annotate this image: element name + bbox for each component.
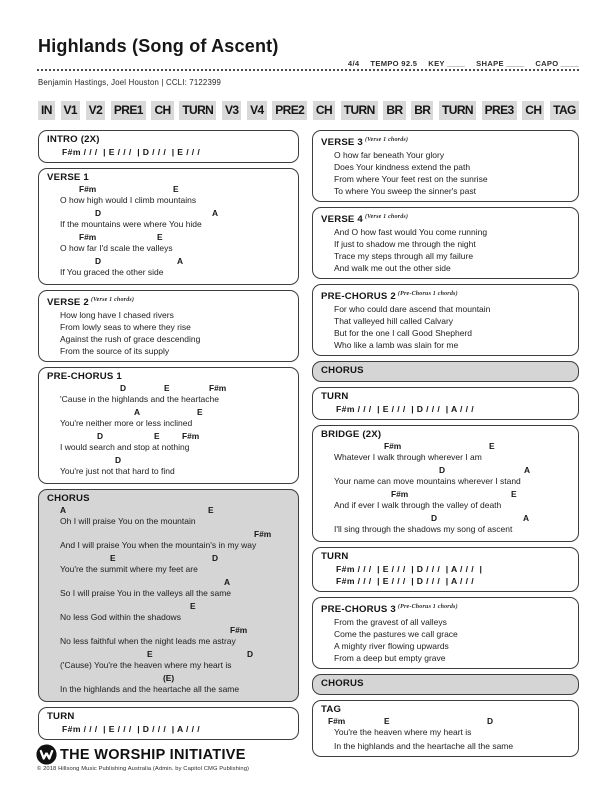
chord-row [60, 505, 290, 515]
lyric-line: In the highlands and the heartache all the same [334, 741, 514, 751]
chord-lyric-pair [60, 184, 290, 206]
chord: F#m [391, 489, 409, 499]
chord: F#m [254, 529, 272, 539]
lyric-line: Against the rush of grace descending [60, 334, 201, 344]
section-turn [312, 547, 579, 592]
section-tag-turn: TURN [341, 101, 378, 120]
section-title: INTRO (2X) [47, 134, 100, 145]
chord: E [110, 553, 116, 563]
section-tag-ch: CH [151, 101, 173, 120]
chord-lyric-pair [60, 601, 290, 623]
lyric-line: Whatever I walk through wherever I am [334, 452, 482, 462]
chord: A [524, 465, 531, 475]
chord-lyric-pair [60, 553, 290, 575]
section-tag-v2: V2 [86, 101, 105, 120]
chord-row [60, 649, 290, 659]
chord-progression-line: F#m / / / | E / / / | D / / / | A / / / [336, 404, 474, 414]
section-tag-v1: V1 [61, 101, 80, 120]
chord-row [60, 256, 290, 266]
chord: D [247, 649, 254, 659]
lyric-line: You're just not that hard to find [60, 466, 175, 476]
lyric-line: Oh I will praise You on the mountain [60, 516, 196, 526]
worship-initiative-logo-icon [36, 744, 57, 765]
chord: D [115, 455, 122, 465]
chord-row [60, 601, 290, 611]
chord: (E) [163, 673, 175, 683]
section-lines [321, 149, 570, 197]
chord: E [173, 184, 179, 194]
lyric-line: If just to shadow me through the night [334, 239, 476, 249]
chord-progression-line: F#m / / / | E / / / | D / / / | A / / / [336, 576, 474, 586]
chord-row [60, 208, 290, 218]
lyric-line: And O how fast would You come running [334, 227, 488, 237]
section-title: CHORUS [321, 678, 364, 689]
chord: E [164, 383, 170, 393]
lyric-line: O how far I'd scale the valleys [60, 243, 173, 253]
chord-lyric-pair [60, 505, 290, 527]
chord: D [431, 513, 438, 523]
section-title: CHORUS [321, 365, 364, 376]
section-note: (Pre-Chorus 1 chords) [397, 604, 458, 610]
chord: D [439, 465, 446, 475]
section-lines [47, 505, 290, 695]
section-verse-4 [312, 207, 579, 279]
section-lines [47, 184, 290, 278]
chord-lyric-pair [334, 465, 570, 487]
lyric-line: And if ever I walk through the valley of death [334, 500, 502, 510]
section-verse-1 [38, 168, 299, 285]
lyric-line: From lowly seas to where they rise [60, 322, 191, 332]
lyric-line: 'Cause in the highlands and the heartache [60, 394, 219, 404]
section-lines [321, 403, 570, 415]
section-tag [312, 700, 579, 757]
song-meta-line [348, 59, 579, 68]
lyric-line: For who could dare ascend that mountain [334, 304, 491, 314]
section-pre-chorus-2 [312, 284, 579, 356]
chord-lyric-pair [60, 625, 290, 647]
chord-lyric-pair [60, 407, 290, 429]
meta-item: SHAPE ____ [476, 59, 525, 68]
section-title: TAG [321, 704, 342, 715]
section-title: BRIDGE (2X) [321, 429, 382, 440]
chord-progression-line: F#m / / / | E / / / | D / / / | E / / / [62, 147, 201, 157]
section-lines [47, 723, 290, 735]
section-bridge-2x [312, 425, 579, 542]
right-column [312, 130, 579, 762]
chord-row [334, 513, 570, 523]
chord: F#m [328, 716, 346, 726]
lyric-line: You're neither more or less inclined [60, 418, 193, 428]
section-tag-in: IN [38, 101, 55, 120]
lyric-line: In the highlands and the heartache all the same [60, 684, 240, 694]
lyric-line: No less faithful when the night leads me astray [60, 636, 236, 646]
section-title: CHORUS [47, 493, 90, 504]
copyright-line: © 2018 Hillsong Music Publishing Australia (Admin. by Capitol CMG Publishing) [37, 766, 250, 772]
lyric-line: Who like a lamb was slain for me [334, 340, 459, 350]
chord-row [60, 553, 290, 563]
chord: E [157, 232, 163, 242]
lyric-line: From the source of its supply [60, 346, 170, 356]
meta-item: 4/4 [347, 59, 360, 68]
chord-lyric-pair [60, 455, 290, 477]
lyric-line: So I will praise You in the valleys all the same [60, 588, 232, 598]
section-title: TURN [321, 391, 349, 402]
lyric-line: If the mountains were where You hide [60, 219, 202, 229]
section-tag-ch: CH [522, 101, 544, 120]
footer [36, 744, 249, 772]
section-tag-turn: TURN [439, 101, 476, 120]
chord: F#m [79, 232, 97, 242]
section-tag-v4: V4 [247, 101, 266, 120]
section-chorus [38, 489, 299, 702]
chord-lyric-pair [60, 383, 290, 405]
page-title: Highlands (Song of Ascent) [38, 36, 279, 56]
section-verse-3 [312, 130, 579, 202]
chord-row [334, 465, 570, 475]
authors-ccli-line: Benjamin Hastings, Joel Houston | CCLI: 7122399 [38, 78, 222, 87]
chord: F#m [182, 431, 200, 441]
chord-lyric-pair [60, 529, 290, 551]
section-title: PRE-CHORUS 3 $^{(Pre-Chorus 1 chords)}$ [321, 604, 458, 615]
chord: D [95, 256, 102, 266]
section-turn [312, 387, 579, 420]
chord: A [212, 208, 219, 218]
chord-row [60, 529, 290, 539]
section-title: PRE-CHORUS 1 [47, 371, 122, 382]
chord-row [60, 431, 290, 441]
lyric-line: You're the summit where my feet are [60, 564, 198, 574]
chord-row [60, 455, 290, 465]
section-tag-v3: V3 [222, 101, 241, 120]
chord-row [334, 489, 570, 499]
section-title: PRE-CHORUS 2 $^{(Pre-Chorus 1 chords)}$ [321, 291, 458, 302]
chord: E [511, 489, 517, 499]
section-turn [38, 707, 299, 740]
brand-row [36, 744, 249, 765]
chord-row [60, 184, 290, 194]
lyric-line: Come the pastures we call grace [334, 629, 458, 639]
lyric-line: ('Cause) You're the heaven where my heart is [60, 660, 232, 670]
chord-lyric-pair [60, 673, 290, 695]
chord-lyric-pair [334, 513, 570, 535]
section-tag-pre3: PRE3 [482, 101, 517, 120]
chord: D [487, 716, 494, 726]
meta-item: CAPO ____ [535, 59, 579, 68]
chord: E [190, 601, 196, 611]
lyric-line: To where You sweep the sinner's past [334, 186, 476, 196]
section-title: VERSE 2 $^{(Verse 1 chords)}$ [47, 297, 135, 308]
section-tag-br: BR [411, 101, 433, 120]
section-tag-pre1: PRE1 [111, 101, 146, 120]
chord: F#m [384, 441, 402, 451]
chord-row [60, 577, 290, 587]
section-title: VERSE 4 $^{(Verse 1 chords)}$ [321, 214, 409, 225]
section-note: (Pre-Chorus 1 chords) [397, 291, 458, 297]
chord-row [328, 716, 570, 726]
section-lines [321, 716, 570, 752]
section-tag-pre2: PRE2 [272, 101, 307, 120]
lyric-line: And walk me out the other side [334, 263, 451, 273]
chord: A [60, 505, 67, 515]
section-tag-ch: CH [313, 101, 335, 120]
section-title: VERSE 3 $^{(Verse 1 chords)}$ [321, 137, 409, 148]
section-note: (Verse 1 chords) [364, 137, 409, 143]
chord-lyric-pair [60, 256, 290, 278]
lyric-line: But for the one I call Good Shepherd [334, 328, 472, 338]
chord: E [208, 505, 214, 515]
chord: D [97, 431, 104, 441]
chord: F#m [209, 383, 227, 393]
chord-row [60, 232, 290, 242]
section-lines [321, 303, 570, 351]
section-tag-row [38, 101, 579, 120]
section-title: TURN [321, 551, 349, 562]
section-title: VERSE 1 [47, 172, 89, 183]
chord: F#m [230, 625, 248, 635]
chord-lyric-pair [334, 441, 570, 463]
chord: A [177, 256, 184, 266]
section-lines [321, 226, 570, 274]
chord-lyric-pair [334, 489, 570, 511]
chord: E [384, 716, 390, 726]
meta-item: TEMPO 92.5 [370, 59, 418, 68]
section-pre-chorus-3 [312, 597, 579, 669]
lyric-line: That valleyed hill called Calvary [334, 316, 454, 326]
chord-lyric-pair [60, 649, 290, 671]
chord: E [147, 649, 153, 659]
section-lines [47, 146, 290, 158]
chord-progression-line: F#m / / / | E / / / | D / / / | A / / / | [336, 564, 483, 574]
left-column [38, 130, 299, 745]
section-tag-br: BR [383, 101, 405, 120]
section-tag-turn: TURN [179, 101, 216, 120]
lyric-line: How long have I chased rivers [60, 310, 174, 320]
lyric-line: Trace my steps through all my failure [334, 251, 474, 261]
chord: E [154, 431, 160, 441]
chord: A [134, 407, 141, 417]
chord: F#m [79, 184, 97, 194]
section-note: (Verse 1 chords) [90, 297, 135, 303]
lyric-line: You're the heaven where my heart is [334, 727, 472, 737]
meta-item: KEY ____ [428, 59, 466, 68]
chord-lyric-pair [60, 208, 290, 230]
lyric-line: And I will praise You when the mountain's in my way [60, 540, 257, 550]
chord-lyric-pair [328, 716, 570, 738]
chord-row [60, 625, 290, 635]
lyric-line: From where Your feet rest on the sunrise [334, 174, 488, 184]
lyric-line: No less God within the shadows [60, 612, 181, 622]
chord-row [60, 383, 290, 393]
lyric-line: Your name can move mountains wherever I stand [334, 476, 521, 486]
section-lines [47, 309, 290, 357]
section-chorus [312, 674, 579, 695]
section-title: TURN [47, 711, 75, 722]
chord-row [334, 441, 570, 451]
chord: E [197, 407, 203, 417]
section-intro-2x [38, 130, 299, 163]
section-pre-chorus-1 [38, 367, 299, 484]
brand-name: THE WORSHIP INITIATIVE [60, 746, 246, 763]
lyric-line: Does Your kindness extend the path [334, 162, 471, 172]
section-verse-2 [38, 290, 299, 362]
section-chorus [312, 361, 579, 382]
chord: A [523, 513, 530, 523]
lyric-line: From a deep but empty grave [334, 653, 446, 663]
lyric-line: If You graced the other side [60, 267, 164, 277]
lyric-line: A mighty river flowing upwards [334, 641, 449, 651]
section-lines [321, 441, 570, 535]
lyric-line: I'll sing through the shadows my song of ascent [334, 524, 513, 534]
chord-row [60, 407, 290, 417]
section-tag-tag: TAG [550, 101, 579, 120]
section-note: (Verse 1 chords) [364, 214, 409, 220]
chord-lyric-pair [60, 577, 290, 599]
chord: D [95, 208, 102, 218]
lyric-line: O how far beneath Your glory [334, 150, 445, 160]
section-lines [321, 563, 570, 587]
section-lines [47, 383, 290, 477]
chord: A [224, 577, 231, 587]
lyric-line: I would search and stop at nothing [60, 442, 190, 452]
section-lines [321, 616, 570, 664]
chord-lyric-pair [60, 431, 290, 453]
chord: D [120, 383, 127, 393]
lyric-line: O how high would I climb mountains [60, 195, 197, 205]
chord-lyric-pair [60, 232, 290, 254]
chord: E [489, 441, 495, 451]
lyric-line: From the gravest of all valleys [334, 617, 447, 627]
chord-row [60, 673, 290, 683]
chord: D [212, 553, 219, 563]
chord-progression-line: F#m / / / | E / / / | D / / / | A / / / [62, 724, 200, 734]
dotted-divider [37, 69, 579, 71]
